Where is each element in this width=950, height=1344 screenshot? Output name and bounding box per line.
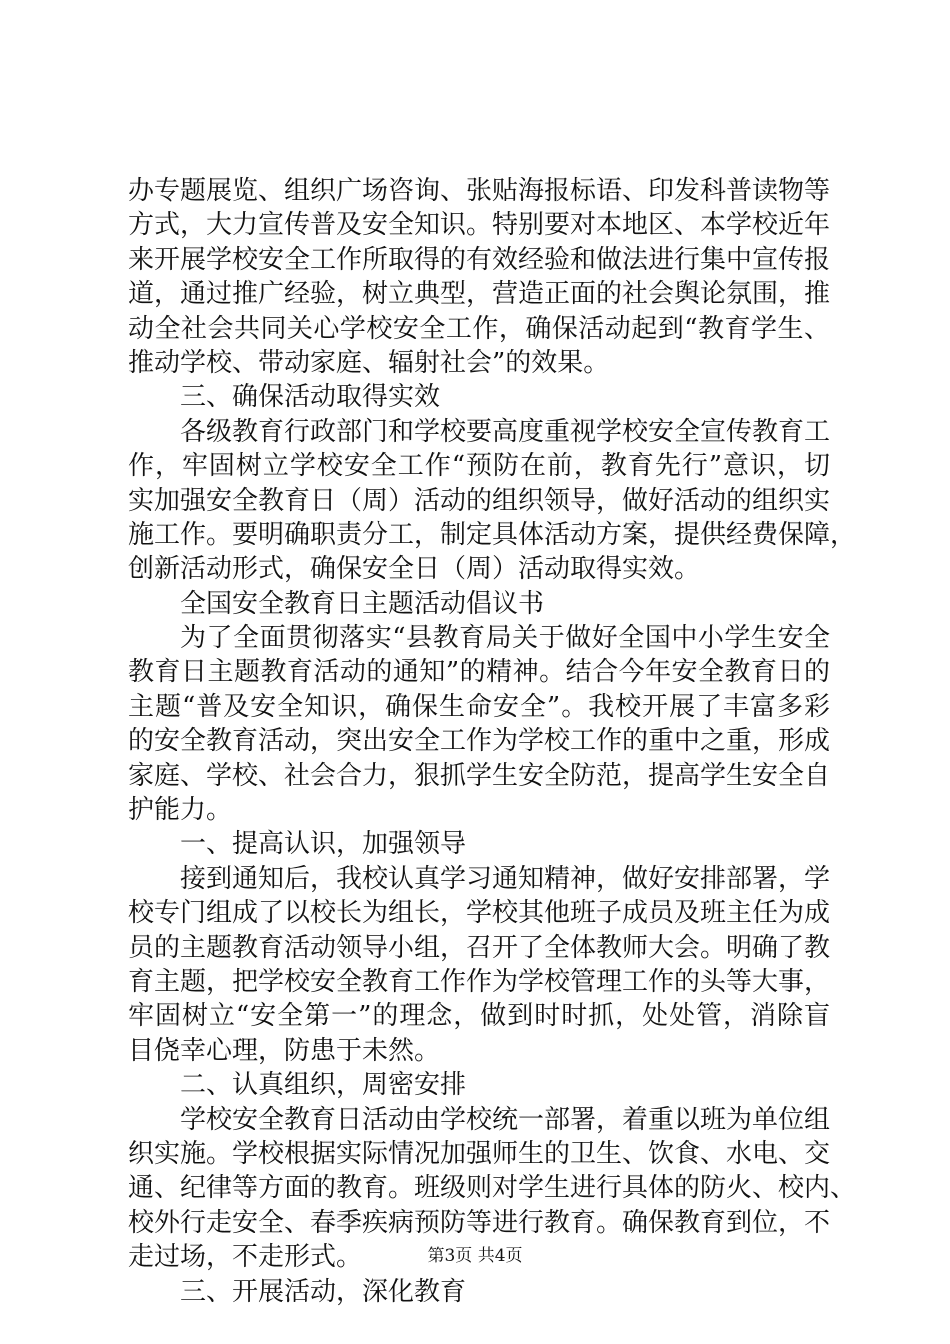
text-line: 创新活动形式，确保安全日（周）活动取得实效。: [128, 554, 701, 585]
text-line: 推动学校、带动家庭、辐射社会”的效果。: [128, 347, 610, 378]
text-line: 施工作。要明确职责分工，制定具体活动方案，提供经费保障，: [128, 519, 857, 550]
text-line: 校专门组成了以校长为组长，学校其他班子成员及班主任为成: [128, 898, 831, 929]
text-line: 方式，大力宣传普及安全知识。特别要对本地区、本学校近年: [128, 210, 831, 241]
text-line: 道，通过推广经验，树立典型，营造正面的社会舆论氛围，推: [128, 279, 831, 310]
document-title: 全国安全教育日主题活动倡议书: [180, 588, 545, 619]
text-line: 作，牢固树立学校安全工作“预防在前，教育先行”意识，切: [128, 451, 830, 482]
section-heading: 一、提高认识，加强领导: [180, 829, 467, 860]
text-line: 为了全面贯彻落实“县教育局关于做好全国中小学生安全: [180, 623, 830, 654]
text-line: 办专题展览、组织广场咨询、张贴海报标语、印发科普读物等: [128, 176, 831, 206]
text-line: 学校安全教育日活动由学校统一部署，着重以班为单位组: [180, 1104, 831, 1135]
text-line: 来开展学校安全工作所取得的有效经验和做法进行集中宣传报: [128, 244, 831, 275]
text-line: 主题“普及安全知识，确保生命安全”。我校开展了丰富多彩: [128, 691, 830, 722]
text-line: 动全社会共同关心学校安全工作，确保活动起到“教育学生、: [128, 313, 830, 344]
text-line: 护能力。: [128, 795, 233, 826]
text-line: 接到通知后，我校认真学习通知精神，做好安排部署，学: [180, 863, 831, 894]
text-line: 织实施。学校根据实际情况加强师生的卫生、饮食、水电、交: [128, 1138, 831, 1169]
text-line: 各级教育行政部门和学校要高度重视学校安全宣传教育工: [180, 416, 831, 447]
text-line: 牢固树立“安全第一”的理念，做到时时抓，处处管，消除盲: [128, 1001, 830, 1032]
text-line: 育主题，把学校安全教育工作作为学校管理工作的头等大事，: [128, 966, 831, 997]
text-line: 走过场，不走形式。: [128, 1242, 363, 1273]
text-line: 员的主题教育活动领导小组，召开了全体教师大会。明确了教: [128, 932, 831, 963]
section-heading: 三、确保活动取得实效: [180, 382, 441, 413]
page-number: 第3页 共4页: [427, 1246, 523, 1266]
text-line: 目侥幸心理，防患于未然。: [128, 1035, 441, 1066]
text-line: 通、纪律等方面的教育。班级则对学生进行具体的防火、校内、: [128, 1173, 857, 1204]
section-heading: 三、开展活动，深化教育: [180, 1276, 467, 1307]
page-footer: [0, 1244, 950, 1268]
text-line: 校外行走安全、春季疾病预防等进行教育。确保教育到位，不: [128, 1207, 831, 1238]
text-line: 的安全教育活动，突出安全工作为学校工作的重中之重，形成: [128, 726, 831, 757]
text-line: 实加强安全教育日（周）活动的组织领导，做好活动的组织实: [128, 485, 831, 516]
section-heading: 二、认真组织，周密安排: [180, 1070, 467, 1101]
text-line: 教育日主题教育活动的通知”的精神。结合今年安全教育日的: [128, 657, 830, 688]
text-line: 家庭、学校、社会合力，狠抓学生安全防范，提高学生安全自: [128, 760, 831, 791]
document-body: [128, 174, 857, 1309]
